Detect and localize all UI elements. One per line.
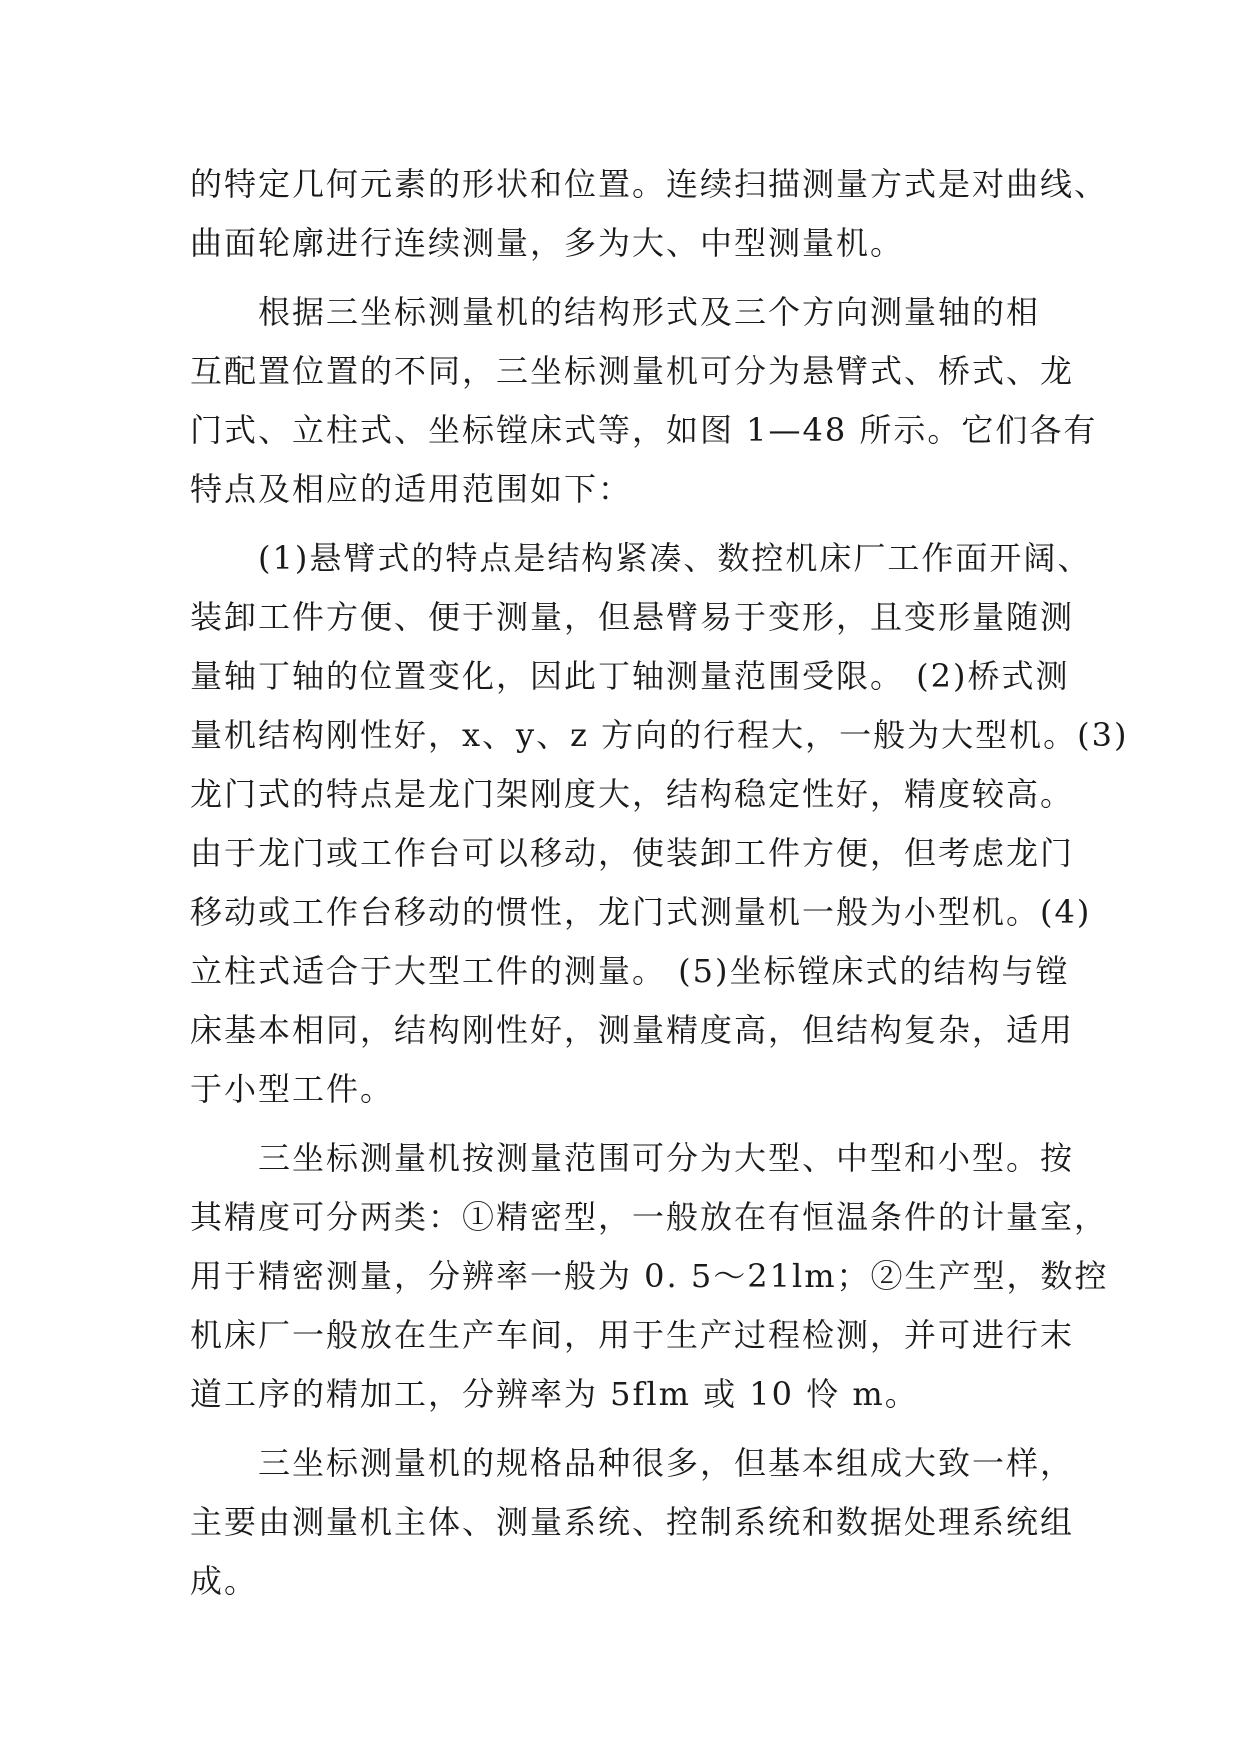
text-line: 主要由测量机主体、测量系统、控制系统和数据处理系统组 <box>190 1503 1075 1541</box>
text-line: 装卸工件方便、便于测量，但悬臂易于变形，且变形量随测 <box>190 598 1075 636</box>
text-line: 三坐标测量机的规格品种很多，但基本组成大致一样， <box>190 1444 1075 1482</box>
text-line: 立柱式适合于大型工件的测量。 (5)坐标镗床式的结构与镗 <box>190 952 1070 990</box>
text-line: 由于龙门或工作台可以移动，使装卸工件方便，但考虑龙门 <box>190 834 1075 872</box>
text-line: 互配置位置的不同，三坐标测量机可分为悬臂式、桥式、龙 <box>190 352 1075 390</box>
text-line: 三坐标测量机按测量范围可分为大型、中型和小型。按 <box>190 1139 1075 1177</box>
text-line: 其精度可分两类：①精密型，一般放在有恒温条件的计量室， <box>190 1198 1109 1236</box>
text-line: 的特定几何元素的形状和位置。连续扫描测量方式是对曲线、 <box>190 165 1109 203</box>
text-line: 成。 <box>190 1562 259 1600</box>
text-line: 道工序的精加工，分辨率为 5flm 或 10 怜 m。 <box>190 1375 919 1413</box>
text-line: 根据三坐标测量机的结构形式及三个方向测量轴的相 <box>190 293 1041 331</box>
text-line: 移动或工作台移动的惯性，龙门式测量机一般为小型机。(4) <box>190 893 1092 931</box>
text-line: 于小型工件。 <box>190 1070 395 1108</box>
body-text <box>190 155 1129 1611</box>
text-line: 机床厂一般放在生产车间，用于生产过程检测，并可进行末 <box>190 1316 1075 1354</box>
text-line: 用于精密测量，分辨率一般为 0. 5～21lm；②生产型，数控 <box>190 1257 1109 1295</box>
text-line: 特点及相应的适用范围如下： <box>190 470 633 508</box>
text-line: 量轴丁轴的位置变化，因此丁轴测量范围受限。 (2)桥式测 <box>190 657 1070 695</box>
text-line: 龙门式的特点是龙门架刚度大，结构稳定性好，精度较高。 <box>190 775 1075 813</box>
text-line: (1)悬臂式的特点是结构紧凑、数控机床厂工作面开阔、 <box>190 539 1092 577</box>
text-line: 床基本相同，结构刚性好，测量精度高，但结构复杂，适用 <box>190 1011 1075 1049</box>
text-line: 量机结构刚性好，x、y、z 方向的行程大，一般为大型机。(3) <box>190 716 1129 754</box>
text-line: 门式、立柱式、坐标镗床式等，如图 1—48 所示。它们各有 <box>190 411 1098 449</box>
text-line: 曲面轮廓进行连续测量，多为大、中型测量机。 <box>190 224 905 262</box>
